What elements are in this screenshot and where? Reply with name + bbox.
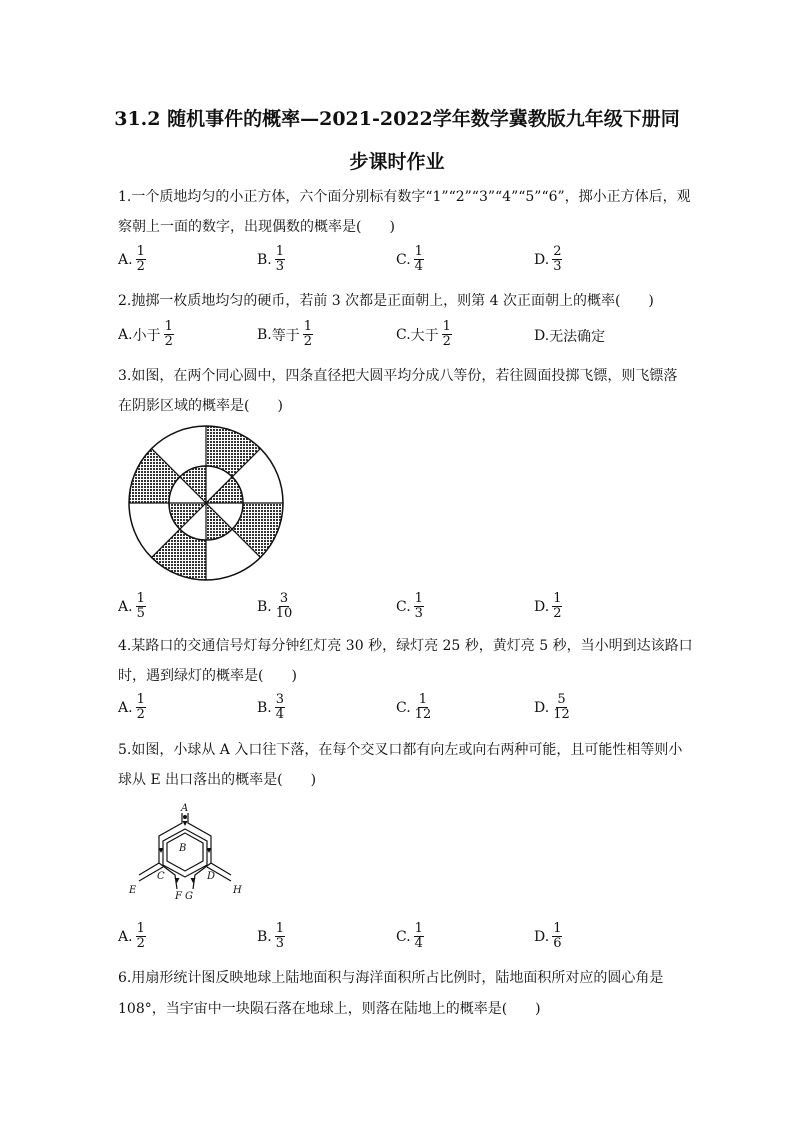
question-4-option-d: D. $\frac{5}{12}$ [534, 692, 570, 722]
question-2-option-a: A. 小于 $\frac{1}{2}$ [118, 319, 173, 349]
question-4-option-a: A. $\frac{1}{2}$ [118, 692, 145, 722]
question-5-option-a: A. $\frac{1}{2}$ [118, 921, 145, 951]
question-1-option-d: D. $\frac{2}{3}$ [534, 244, 562, 274]
question-6-line-1: 6.用扇形统计图反映地球上陆地面积与海洋面积所占比例时，陆地面积所对应的圆心角是 [118, 970, 664, 986]
question-1-option-a: A. $\frac{1}{2}$ [118, 244, 145, 274]
question-5-option-b: B. $\frac{1}{3}$ [257, 921, 285, 951]
question-2-option-b: B. 等于 $\frac{1}{2}$ [257, 319, 313, 349]
question-1-line-1: 1.一个质地均匀的小正方体，六个面分别标有数字“1”“2”“3”“4”“5”“6”，掷小正方体后，观 [118, 189, 691, 205]
ball-path-figure [125, 803, 245, 903]
concentric-circles-figure [126, 423, 286, 583]
ball-dot [183, 815, 187, 819]
label-b: B [179, 843, 187, 854]
question-3-line-1: 3.如图，在两个同心圆中，四条直径把大圆平均分成八等份，若往圆面投掷飞镖，则飞镖落 [118, 368, 678, 384]
question-3-option-c: C. $\frac{1}{3}$ [396, 591, 423, 621]
question-5-option-d: D. $\frac{1}{6}$ [534, 921, 562, 951]
label-f: F [175, 891, 182, 902]
question-1-option-c: C. $\frac{1}{4}$ [396, 244, 423, 274]
question-3-option-d: D. $\frac{1}{2}$ [534, 591, 562, 621]
question-4-option-c: C. $\frac{1}{12}$ [396, 692, 432, 722]
question-5-line-2: 球从 E 出口落出的概率是( ) [118, 772, 317, 788]
question-2-option-c: C. 大于 $\frac{1}{2}$ [396, 319, 451, 349]
question-4-option-b: B. $\frac{3}{4}$ [257, 692, 285, 722]
page-title-line-1: 31.2 随机事件的概率—2021-2022学年数学冀教版九年级下册同 [114, 108, 680, 130]
label-g: G [185, 891, 193, 902]
question-3-option-a: A. $\frac{1}{5}$ [118, 591, 145, 621]
question-5-line-1: 5.如图，小球从 A 入口往下落，在每个交叉口都有向左或向右两种可能，且可能性相等则小 [118, 742, 683, 758]
label-a: A [181, 803, 189, 814]
question-3-option-b: B. $\frac{3}{10}$ [257, 591, 293, 621]
label-h: H [233, 885, 242, 896]
label-d: D [207, 871, 216, 882]
question-3-line-2: 在阴影区域的概率是( ) [118, 398, 283, 414]
question-1-line-2: 察朝上一面的数字，出现偶数的概率是( ) [118, 219, 395, 235]
question-2-line-1: 2.抛掷一枚质地均匀的硬币，若前 3 次都是正面朝上，则第 4 次正面朝上的概率( ) [118, 293, 654, 309]
question-4-line-2: 时，遇到绿灯的概率是( ) [118, 668, 297, 684]
question-4-line-1: 4.某路口的交通信号灯每分钟红灯亮 30 秒，绿灯亮 25 秒，黄灯亮 5 秒，当小明到达该路口 [118, 638, 693, 654]
question-1-option-b: B. $\frac{1}{3}$ [257, 244, 285, 274]
question-6-line-2: 108°，当宇宙中一块陨石落在地球上，则落在陆地上的概率是( ) [118, 1001, 541, 1017]
question-5-option-c: C. $\frac{1}{4}$ [396, 921, 423, 951]
page-title-line-2: 步课时作业 [349, 151, 445, 173]
label-c: C [157, 871, 165, 882]
question-2-option-d: D. 无法确定 [534, 328, 606, 345]
label-e: E [129, 885, 137, 896]
